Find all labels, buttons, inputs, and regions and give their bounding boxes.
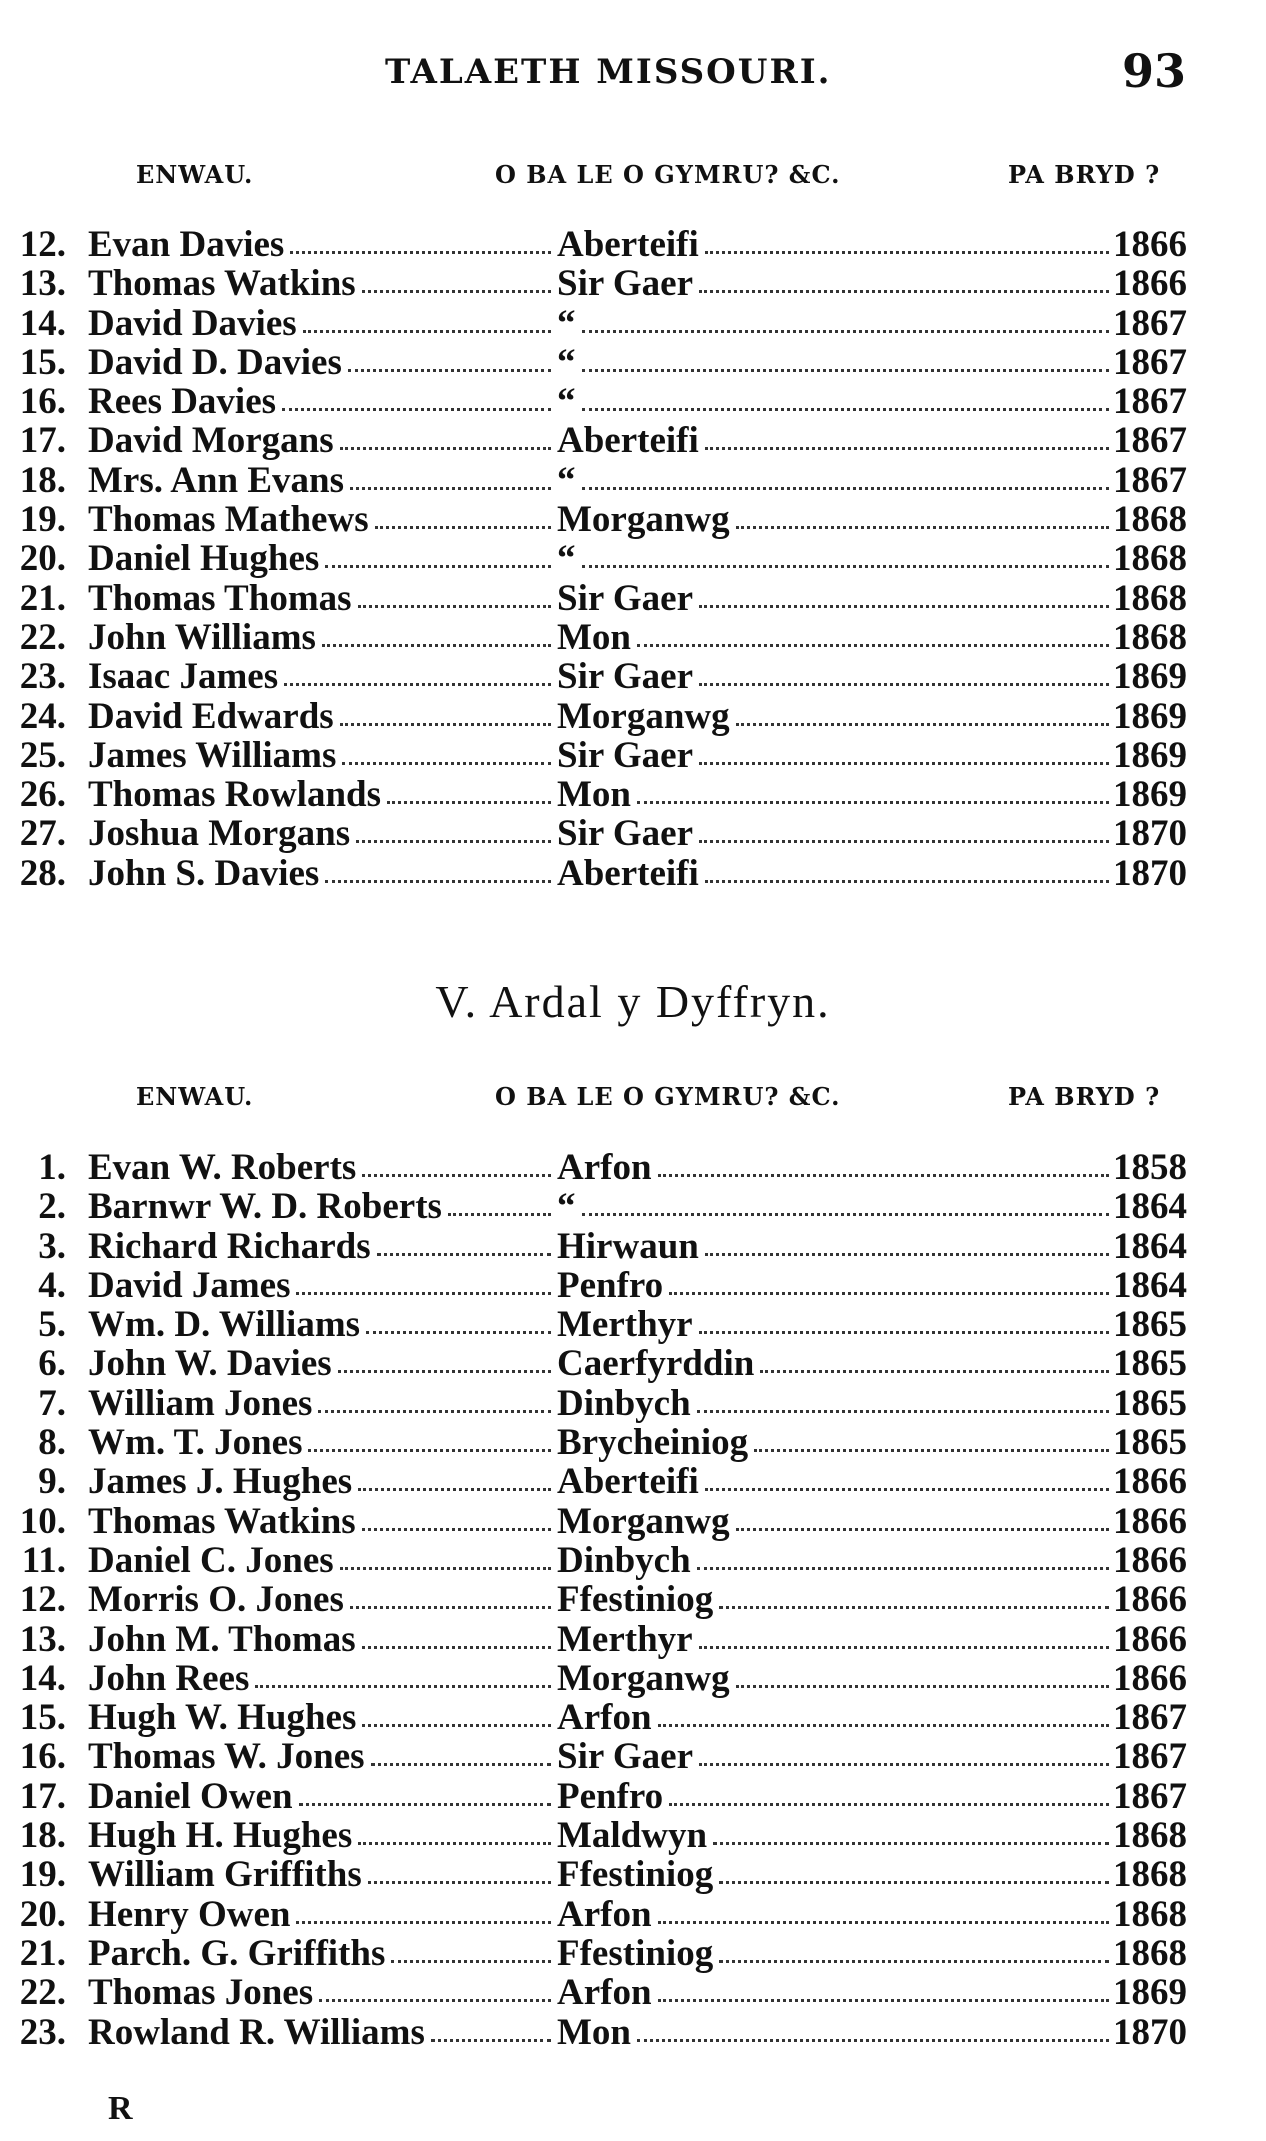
arrival-year: 1868 — [1113, 616, 1187, 658]
origin-place: Dinbych — [557, 1539, 691, 1581]
dot-leader — [582, 487, 1109, 490]
arrival-year: 1866 — [1113, 1657, 1187, 1699]
table-row — [0, 264, 1266, 303]
arrival-year: 1869 — [1113, 774, 1187, 816]
member-name: Thomas W. Jones — [88, 1736, 365, 1778]
row-number: 18. — [19, 1815, 66, 1857]
dot-leader — [582, 408, 1109, 411]
member-name: David Morgans — [88, 420, 334, 462]
arrival-year: 1866 — [1113, 1461, 1187, 1503]
dot-leader — [699, 1331, 1109, 1334]
arrival-year: 1865 — [1113, 1304, 1187, 1346]
arrival-year: 1868 — [1113, 577, 1187, 619]
row-number: 23. — [19, 2011, 66, 2053]
origin-place: “ — [557, 341, 576, 383]
dot-leader — [282, 408, 551, 411]
members-table-2 — [0, 1148, 1266, 2052]
table-row — [0, 500, 1266, 539]
dot-leader — [362, 1646, 551, 1649]
dot-leader — [362, 1724, 551, 1727]
table-row — [0, 1777, 1266, 1816]
dot-leader — [719, 1960, 1109, 1963]
table-row — [0, 1423, 1266, 1462]
member-name: Barnwr W. D. Roberts — [88, 1186, 442, 1228]
arrival-year: 1864 — [1113, 1225, 1187, 1267]
member-name: John Williams — [88, 616, 316, 658]
row-number: 9. — [38, 1461, 66, 1503]
section-title: V. Ardal y Dyffryn. — [435, 976, 831, 1027]
arrival-year: 1869 — [1113, 695, 1187, 737]
member-name: Thomas Thomas — [88, 577, 352, 619]
table-row — [0, 854, 1266, 893]
member-name: Daniel C. Jones — [88, 1539, 334, 1581]
dot-leader — [358, 1842, 551, 1845]
dot-leader — [377, 1253, 551, 1256]
arrival-year: 1858 — [1113, 1147, 1187, 1188]
member-name: John M. Thomas — [88, 1618, 356, 1660]
arrival-year: 1868 — [1113, 499, 1187, 541]
row-number: 22. — [19, 1972, 66, 2014]
origin-place: Hirwaun — [557, 1225, 699, 1267]
dot-leader — [338, 1370, 551, 1373]
dot-leader — [340, 723, 551, 726]
dot-leader — [322, 644, 551, 647]
member-name: Rees Davies — [88, 381, 277, 423]
dot-leader — [699, 1646, 1109, 1649]
origin-place: Aberteifi — [557, 1461, 699, 1503]
row-number: 19. — [19, 499, 66, 541]
origin-place: “ — [557, 1186, 576, 1228]
dot-leader — [284, 683, 551, 686]
origin-place: Brycheiniog — [557, 1422, 749, 1464]
origin-place: Sir Gaer — [557, 263, 693, 305]
dot-leader — [699, 290, 1109, 293]
arrival-year: 1866 — [1113, 1579, 1187, 1621]
origin-place: Arfon — [557, 1972, 652, 2014]
row-number: 15. — [19, 341, 66, 383]
dot-leader — [358, 605, 551, 608]
column-header-names: ENWAU. — [136, 160, 254, 189]
arrival-year: 1869 — [1113, 1972, 1187, 2014]
arrival-year: 1867 — [1113, 381, 1187, 423]
dot-leader — [719, 1881, 1109, 1884]
dot-leader — [754, 1449, 1109, 1452]
arrival-year: 1867 — [1113, 459, 1187, 501]
row-number: 14. — [19, 302, 66, 344]
dot-leader — [348, 369, 551, 372]
table-row — [0, 618, 1266, 657]
row-number: 1. — [38, 1147, 66, 1188]
members-table-1 — [0, 225, 1266, 893]
dot-leader — [760, 1370, 1109, 1373]
arrival-year: 1867 — [1113, 1697, 1187, 1739]
origin-place: Penfro — [557, 1775, 664, 1817]
column-header-place: O BA LE O GYMRU? &C. — [495, 1082, 841, 1111]
member-name: David Davies — [88, 302, 297, 344]
arrival-year: 1864 — [1113, 1186, 1187, 1228]
table-row — [0, 225, 1266, 264]
dot-leader — [319, 1999, 551, 2002]
row-number: 28. — [19, 852, 66, 894]
column-headers-1 — [0, 160, 1266, 200]
table-row — [0, 1384, 1266, 1423]
dot-leader — [658, 1921, 1109, 1924]
table-row — [0, 304, 1266, 343]
dot-leader — [736, 1685, 1109, 1688]
table-row — [0, 1148, 1266, 1187]
origin-place: Merthyr — [557, 1618, 693, 1660]
origin-place: Ffestiniog — [557, 1854, 714, 1896]
member-name: Isaac James — [88, 656, 279, 698]
origin-place: Maldwyn — [557, 1815, 708, 1857]
row-number: 13. — [19, 1618, 66, 1660]
row-number: 14. — [19, 1657, 66, 1699]
table-row — [0, 1305, 1266, 1344]
dot-leader — [713, 1842, 1109, 1845]
dot-leader — [736, 526, 1109, 529]
dot-leader — [719, 1606, 1109, 1609]
dot-leader — [669, 1292, 1109, 1295]
dot-leader — [318, 1410, 551, 1413]
dot-leader — [325, 565, 551, 568]
dot-leader — [697, 1567, 1109, 1570]
member-name: Hugh H. Hughes — [88, 1815, 353, 1857]
origin-place: Mon — [557, 2011, 631, 2053]
row-number: 11. — [21, 1539, 66, 1581]
member-name: Daniel Hughes — [88, 538, 320, 580]
dot-leader — [325, 880, 551, 883]
member-name: David Edwards — [88, 695, 334, 737]
table-row — [0, 1895, 1266, 1934]
row-number: 21. — [19, 1932, 66, 1974]
dot-leader — [350, 1606, 551, 1609]
member-name: Thomas Rowlands — [88, 774, 382, 816]
row-number: 8. — [38, 1422, 66, 1464]
row-number: 12. — [19, 224, 66, 265]
member-name: John W. Davies — [88, 1343, 332, 1385]
table-row — [0, 1698, 1266, 1737]
page-number: 93 — [1121, 44, 1186, 98]
table-row — [0, 1187, 1266, 1226]
origin-place: Arfon — [557, 1893, 652, 1935]
member-name: James J. Hughes — [88, 1461, 353, 1503]
dot-leader — [705, 880, 1109, 883]
row-number: 22. — [19, 616, 66, 658]
row-number: 17. — [19, 420, 66, 462]
origin-place: “ — [557, 538, 576, 580]
arrival-year: 1864 — [1113, 1264, 1187, 1306]
dot-leader — [296, 1292, 551, 1295]
arrival-year: 1865 — [1113, 1422, 1187, 1464]
column-headers-2 — [0, 1082, 1266, 1122]
table-row — [0, 539, 1266, 578]
member-name: James Williams — [88, 734, 337, 776]
column-header-when: PA BRYD ? — [1008, 160, 1161, 189]
member-name: Thomas Mathews — [88, 499, 369, 541]
table-row — [0, 697, 1266, 736]
member-name: Richard Richards — [88, 1225, 371, 1267]
row-number: 2. — [38, 1186, 66, 1228]
row-number: 27. — [19, 813, 66, 855]
arrival-year: 1866 — [1113, 1539, 1187, 1581]
member-name: Hugh W. Hughes — [88, 1697, 357, 1739]
origin-place: Ffestiniog — [557, 1932, 714, 1974]
dot-leader — [705, 447, 1109, 450]
dot-leader — [255, 1685, 551, 1688]
member-name: David D. Davies — [88, 341, 342, 383]
dot-leader — [387, 801, 551, 804]
arrival-year: 1866 — [1113, 1500, 1187, 1542]
dot-leader — [699, 605, 1109, 608]
table-row — [0, 775, 1266, 814]
origin-place: Sir Gaer — [557, 577, 693, 619]
table-row — [0, 343, 1266, 382]
dot-leader — [582, 330, 1109, 333]
table-row — [0, 1462, 1266, 1501]
arrival-year: 1867 — [1113, 341, 1187, 383]
row-number: 23. — [19, 656, 66, 698]
dot-leader — [697, 1410, 1109, 1413]
dot-leader — [736, 723, 1109, 726]
dot-leader — [699, 840, 1109, 843]
row-number: 15. — [19, 1697, 66, 1739]
row-number: 18. — [19, 459, 66, 501]
dot-leader — [368, 1881, 551, 1884]
table-row — [0, 1227, 1266, 1266]
table-row — [0, 1266, 1266, 1305]
arrival-year: 1868 — [1113, 1893, 1187, 1935]
table-row — [0, 1502, 1266, 1541]
table-row — [0, 814, 1266, 853]
dot-leader — [350, 487, 551, 490]
member-name: Mrs. Ann Evans — [88, 459, 344, 501]
row-number: 21. — [19, 577, 66, 619]
row-number: 20. — [19, 538, 66, 580]
arrival-year: 1869 — [1113, 656, 1187, 698]
row-number: 16. — [19, 1736, 66, 1778]
dot-leader — [358, 1488, 551, 1491]
table-row — [0, 1855, 1266, 1894]
dot-leader — [308, 1449, 551, 1452]
column-header-when: PA BRYD ? — [1008, 1082, 1161, 1111]
origin-place: Aberteifi — [557, 224, 699, 265]
member-name: David James — [88, 1264, 291, 1306]
member-name: Thomas Watkins — [88, 263, 356, 305]
dot-leader — [375, 526, 551, 529]
row-number: 6. — [38, 1343, 66, 1385]
dot-leader — [705, 1488, 1109, 1491]
dot-leader — [431, 2039, 551, 2042]
member-name: William Jones — [88, 1382, 313, 1424]
table-row — [0, 1580, 1266, 1619]
origin-place: Morganwg — [557, 499, 730, 541]
table-row — [0, 2013, 1266, 2052]
row-number: 10. — [19, 1500, 66, 1542]
table-row — [0, 461, 1266, 500]
dot-leader — [391, 1960, 551, 1963]
dot-leader — [637, 644, 1109, 647]
arrival-year: 1868 — [1113, 1932, 1187, 1974]
arrival-year: 1868 — [1113, 538, 1187, 580]
row-number: 13. — [19, 263, 66, 305]
arrival-year: 1868 — [1113, 1815, 1187, 1857]
table-row — [0, 579, 1266, 618]
member-name: Thomas Watkins — [88, 1500, 356, 1542]
origin-place: Ffestiniog — [557, 1579, 714, 1621]
row-number: 4. — [38, 1264, 66, 1306]
origin-place: Mon — [557, 616, 631, 658]
row-number: 25. — [19, 734, 66, 776]
table-row — [0, 1620, 1266, 1659]
dot-leader — [705, 1253, 1109, 1256]
origin-place: Morganwg — [557, 1500, 730, 1542]
dot-leader — [699, 762, 1109, 765]
row-number: 26. — [19, 774, 66, 816]
dot-leader — [296, 1921, 551, 1924]
column-header-place: O BA LE O GYMRU? &C. — [495, 160, 841, 189]
dot-leader — [362, 290, 551, 293]
row-number: 7. — [38, 1382, 66, 1424]
column-header-names: ENWAU. — [136, 1082, 254, 1111]
dot-leader — [582, 1213, 1109, 1216]
origin-place: Merthyr — [557, 1304, 693, 1346]
member-name: Henry Owen — [88, 1893, 291, 1935]
origin-place: “ — [557, 302, 576, 344]
row-number: 24. — [19, 695, 66, 737]
dot-leader — [362, 1174, 551, 1177]
row-number: 17. — [19, 1775, 66, 1817]
origin-place: Aberteifi — [557, 852, 699, 894]
arrival-year: 1867 — [1113, 1736, 1187, 1778]
row-number: 16. — [19, 381, 66, 423]
dot-leader — [342, 762, 551, 765]
member-name: Parch. G. Griffiths — [88, 1932, 386, 1974]
table-row — [0, 1541, 1266, 1580]
member-name: Wm. D. Williams — [88, 1304, 361, 1346]
member-name: Daniel Owen — [88, 1775, 293, 1817]
arrival-year: 1870 — [1113, 852, 1187, 894]
dot-leader — [371, 1763, 551, 1766]
dot-leader — [669, 1803, 1109, 1806]
dot-leader — [303, 330, 551, 333]
table-row — [0, 736, 1266, 775]
table-row — [0, 657, 1266, 696]
dot-leader — [582, 369, 1109, 372]
table-row — [0, 1737, 1266, 1776]
origin-place: Arfon — [557, 1147, 652, 1188]
row-number: 12. — [19, 1579, 66, 1621]
dot-leader — [340, 1567, 551, 1570]
arrival-year: 1867 — [1113, 302, 1187, 344]
dot-leader — [658, 1724, 1109, 1727]
table-row — [0, 1344, 1266, 1383]
row-number: 5. — [38, 1304, 66, 1346]
arrival-year: 1870 — [1113, 813, 1187, 855]
member-name: John Rees — [88, 1657, 250, 1699]
row-number: 20. — [19, 1893, 66, 1935]
arrival-year: 1866 — [1113, 224, 1187, 265]
arrival-year: 1868 — [1113, 1854, 1187, 1896]
arrival-year: 1866 — [1113, 1618, 1187, 1660]
origin-place: “ — [557, 381, 576, 423]
member-name: Rowland R. Williams — [88, 2011, 425, 2053]
origin-place: Morganwg — [557, 695, 730, 737]
member-name: John S. Davies — [88, 852, 320, 894]
origin-place: Caerfyrddin — [557, 1343, 755, 1385]
dot-leader — [582, 565, 1109, 568]
dot-leader — [637, 2039, 1109, 2042]
origin-place: Sir Gaer — [557, 734, 693, 776]
dot-leader — [705, 251, 1109, 254]
origin-place: Mon — [557, 774, 631, 816]
dot-leader — [699, 1763, 1109, 1766]
origin-place: “ — [557, 459, 576, 501]
table-row — [0, 421, 1266, 460]
dot-leader — [658, 1999, 1109, 2002]
row-number: 19. — [19, 1854, 66, 1896]
arrival-year: 1870 — [1113, 2011, 1187, 2053]
dot-leader — [448, 1213, 551, 1216]
member-name: Morris O. Jones — [88, 1579, 344, 1621]
dot-leader — [290, 251, 551, 254]
arrival-year: 1869 — [1113, 734, 1187, 776]
dot-leader — [658, 1174, 1109, 1177]
origin-place: Dinbych — [557, 1382, 691, 1424]
dot-leader — [637, 801, 1109, 804]
origin-place: Sir Gaer — [557, 813, 693, 855]
origin-place: Arfon — [557, 1697, 652, 1739]
running-title: TALAETH MISSOURI. — [385, 52, 832, 92]
table-row — [0, 1973, 1266, 2012]
member-name: Evan W. Roberts — [88, 1147, 357, 1188]
arrival-year: 1866 — [1113, 263, 1187, 305]
origin-place: Penfro — [557, 1264, 664, 1306]
arrival-year: 1867 — [1113, 420, 1187, 462]
member-name: Joshua Morgans — [88, 813, 351, 855]
dot-leader — [699, 683, 1109, 686]
dot-leader — [366, 1331, 551, 1334]
origin-place: Aberteifi — [557, 420, 699, 462]
dot-leader — [736, 1528, 1109, 1531]
member-name: William Griffiths — [88, 1854, 362, 1896]
table-row — [0, 1816, 1266, 1855]
arrival-year: 1865 — [1113, 1382, 1187, 1424]
member-name: Wm. T. Jones — [88, 1422, 303, 1464]
table-row — [0, 1659, 1266, 1698]
table-row — [0, 382, 1266, 421]
dot-leader — [356, 840, 551, 843]
dot-leader — [299, 1803, 551, 1806]
arrival-year: 1865 — [1113, 1343, 1187, 1385]
row-number: 3. — [38, 1225, 66, 1267]
dot-leader — [340, 447, 551, 450]
origin-place: Morganwg — [557, 1657, 730, 1699]
origin-place: Sir Gaer — [557, 656, 693, 698]
signature-mark: R — [108, 2090, 133, 2127]
table-row — [0, 1934, 1266, 1973]
origin-place: Sir Gaer — [557, 1736, 693, 1778]
arrival-year: 1867 — [1113, 1775, 1187, 1817]
dot-leader — [362, 1528, 551, 1531]
member-name: Thomas Jones — [88, 1972, 314, 2014]
running-header — [0, 40, 1266, 100]
member-name: Evan Davies — [88, 224, 285, 265]
